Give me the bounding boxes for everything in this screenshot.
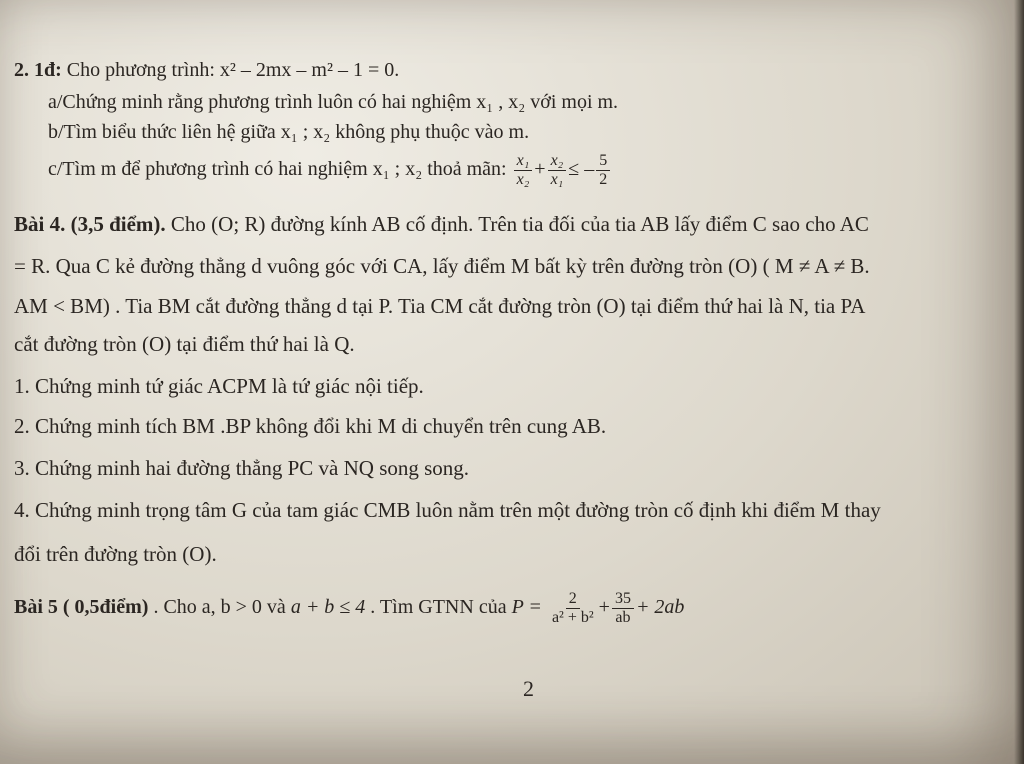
fraction-x1-x2: $\frac{\text{x₁}}{\text{x₂}}$ [514, 152, 533, 189]
b4-line3: AM < BM) . Tia BM cắt đường thẳng d tại P. Tia CM cắt đường tròn (O) tại điểm thứ hai là N, tia PA [14, 294, 866, 318]
fraction-35-over-ab: $\frac{35}{ab}$ [612, 590, 634, 627]
q2-part-a: a/Chứng minh rằng phương trình luôn có hai nghiệm x₁ , x₂ với mọi m. [48, 91, 619, 113]
b4-line2: = R. Qua C kẻ đường thẳng d vuông góc với CA, lấy điểm M bất kỳ trên đường tròn (O) ( M ≠ A ≠ B. [14, 254, 870, 278]
b4-heading: Bài 4. (3,5 điểm). Cho (O; R) đường kính AB cố định. Trên tia đối của tia AB lấy điểm C sao cho AC [14, 212, 869, 236]
q2-heading: 2. 1đ: Cho phương trình: x² – 2mx – m² – 1 = 0. [14, 59, 400, 81]
b4-item1: 1. Chứng minh tứ giác ACPM là tứ giác nội tiếp. [14, 374, 424, 398]
b4-item4b: đổi trên đường tròn (O). [14, 542, 217, 566]
q2-part-c: c/Tìm m để phương trình có hai nghiệm x₁ ; x₂ thoả mãn: $\frac{\text{x₁}}{\text{x₂}}$ + $\frac{\text{x₂}}{\text{x₁}}$ ≤ – $\frac{5}{2}$ [48, 152, 612, 189]
page-number: 2 [523, 676, 534, 701]
fraction-2-over-a2b2: $\frac{2}{\text{a² + b²}}$ [551, 590, 594, 626]
b4-item2: 2. Chứng minh tích BM .BP không đổi khi M di chuyển trên cung AB. [14, 414, 607, 438]
fraction-x2-x1: $\frac{\text{x₂}}{\text{x₁}}$ [548, 152, 567, 189]
b4-item4a: 4. Chứng minh trọng tâm G của tam giác CMB luôn nằm trên một đường tròn cố định khi điểm M thay [14, 498, 881, 522]
fraction-5-2: $\frac{5}{2}$ [596, 152, 610, 189]
b5-line: Bài 5 ( 0,5điểm) . Cho a, b > 0 và a + b ≤ 4 . Tìm GTNN của P = $\frac{2}{\text{a² + b²}}$ + $\frac{35}{ab}$ + 2ab [14, 590, 685, 626]
paper-edge-shadow [1014, 0, 1024, 764]
q2-part-b: b/Tìm biểu thức liên hệ giữa x₁ ; x₂ không phụ thuộc vào m. [48, 121, 530, 143]
b4-item3: 3. Chứng minh hai đường thẳng PC và NQ song song. [14, 456, 470, 480]
b4-line4: cắt đường tròn (O) tại điểm thứ hai là Q. [14, 332, 355, 356]
